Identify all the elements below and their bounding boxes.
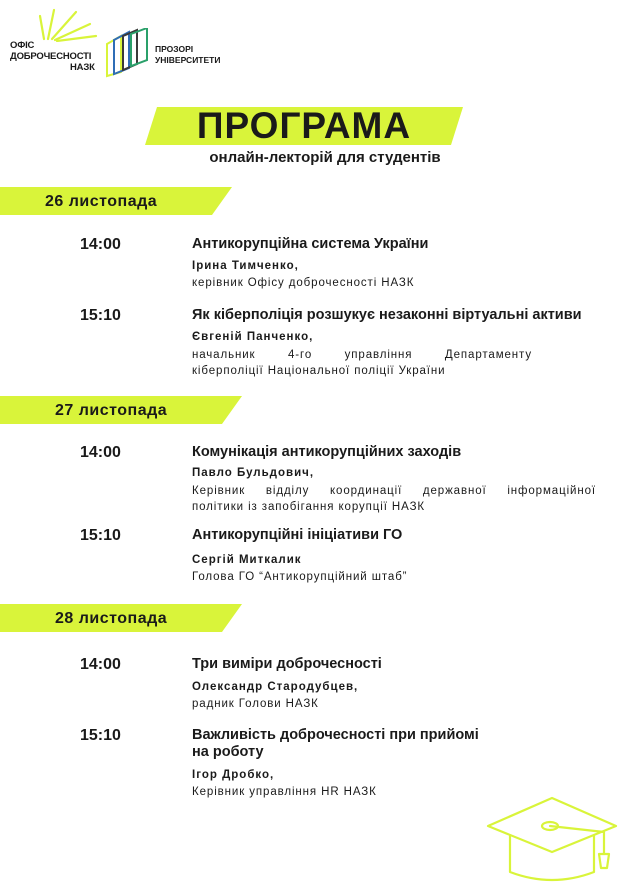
session-title: Комунікація антикорупційних заходів [192, 444, 462, 460]
session-title: Важливість доброчесності при прийомі [192, 727, 479, 743]
squares-icon [105, 28, 151, 78]
session-speaker: Євгеній Панченко, [192, 331, 314, 343]
session-title: на роботу [192, 744, 264, 760]
office-logo-line-3: НАЗК [70, 62, 95, 73]
session-title: Антикорупційна система України [192, 236, 429, 252]
session-time: 14:00 [80, 656, 121, 673]
session-speaker: Олександр Стародубцев, [192, 681, 359, 693]
session-role: Керівник управління HR НАЗК [192, 786, 377, 798]
session-title: Три виміри доброчесності [192, 656, 382, 672]
day-date: 26 листопада [45, 193, 158, 210]
session-title: Антикорупційні ініціативи ГО [192, 527, 403, 543]
page-subtitle: онлайн-лекторій для студентів [209, 149, 441, 166]
day-date: 27 листопада [55, 402, 168, 419]
session-speaker: Павло Бульдович, [192, 467, 315, 479]
session-speaker: Сергій Миткалик [192, 554, 302, 566]
session-role: начальник 4-го управління Департаменту [192, 349, 532, 361]
day-date: 28 листопада [55, 610, 168, 627]
office-logo-line-1: ОФІС [10, 40, 35, 51]
graduation-cap-icon [486, 788, 621, 883]
page-title: ПРОГРАМА [196, 105, 412, 146]
session-role: кіберполіції Національної поліції України [192, 365, 446, 377]
session-time: 15:10 [80, 727, 121, 744]
session-time: 15:10 [80, 307, 121, 324]
session-time: 14:00 [80, 236, 121, 253]
universities-logo-line-1: ПРОЗОРІ [155, 44, 194, 54]
session-role: керівник Офісу доброчесності НАЗК [192, 277, 415, 289]
session-speaker: Ігор Дробко, [192, 769, 275, 781]
session-speaker: Ірина Тимченко, [192, 260, 299, 272]
session-title: Як кіберполіція розшукує незаконні віртуальні активи [192, 307, 582, 323]
session-role: Голова ГО “Антикорупційний штаб” [192, 571, 408, 583]
session-role: радник Голови НАЗК [192, 698, 319, 710]
universities-logo-line-2: УНІВЕРСИТЕТИ [155, 55, 221, 65]
office-logo [10, 6, 105, 76]
session-time: 14:00 [80, 444, 121, 461]
session-time: 15:10 [80, 527, 121, 544]
rays-icon [38, 6, 98, 42]
session-role: Керівник відділу координації державної інформаційної [192, 485, 596, 497]
office-logo-line-2: ДОБРОЧЕСНОСТІ [10, 51, 92, 62]
session-role: політики із запобігання корупції НАЗК [192, 501, 426, 513]
